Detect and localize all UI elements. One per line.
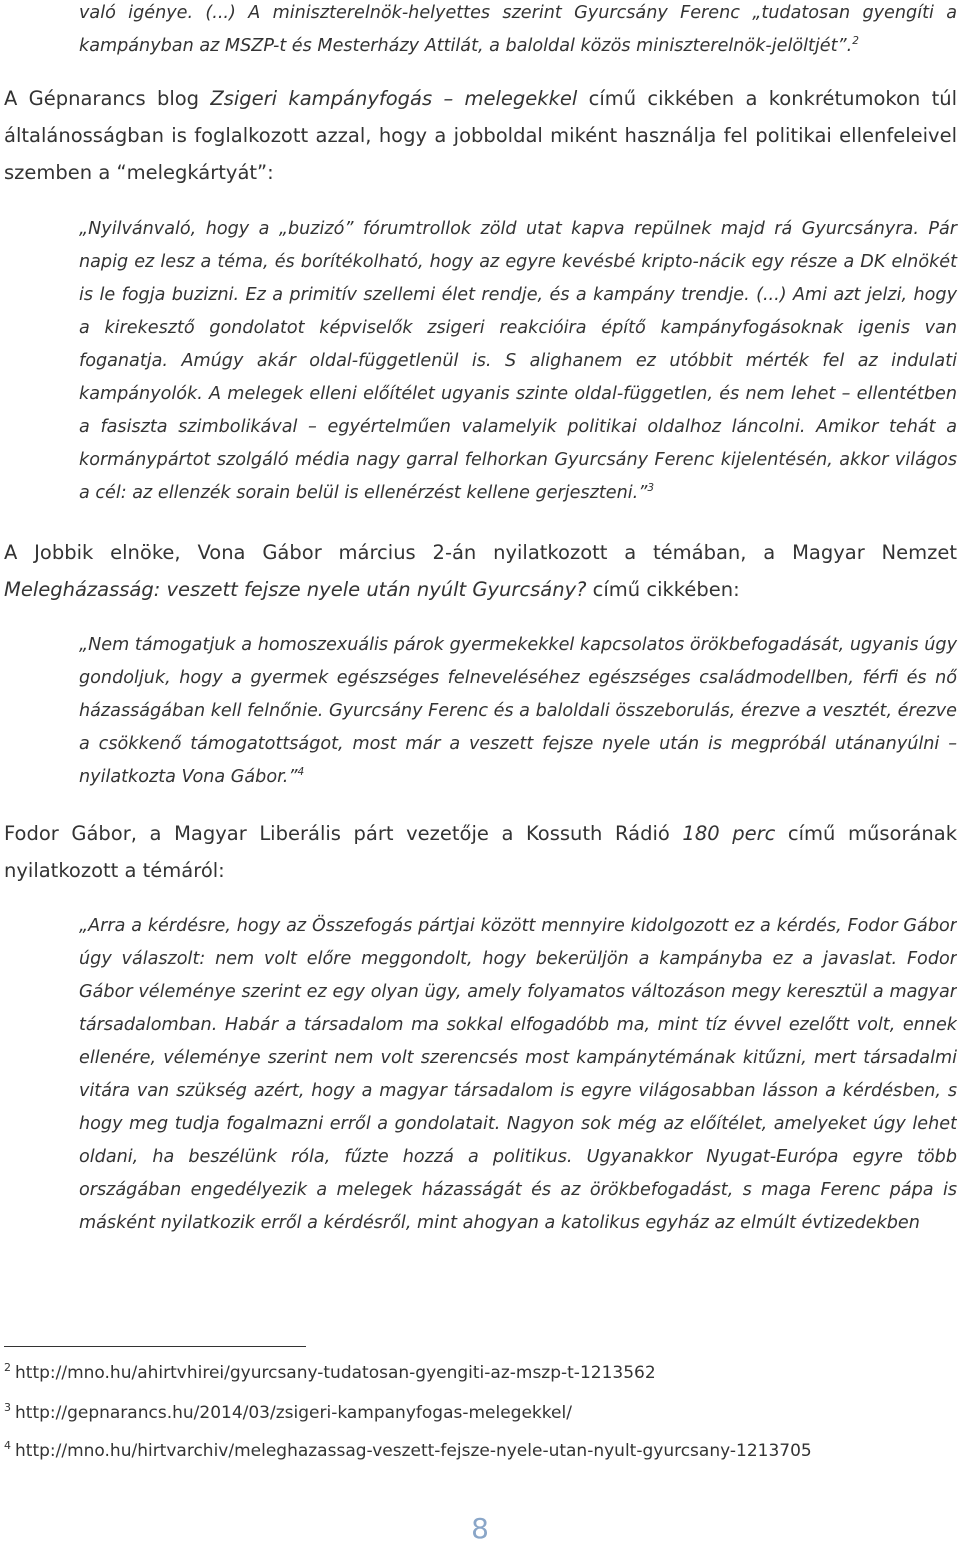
quote-vona-text: „Nem támogatjuk a homoszexuális párok gyermekekkel kapcsolatos örökbefogadását, ugyanis úgy gondoljuk, hogy a gyermek egészséges felneveléséhez egészséges családmodellben, férfi és nő házasságában kell felnőnie. Gyurcsány Ferenc és a baloldali összeborulás, érezve a vesztét, érezve a csökkenő támogatottságot, most már a veszett fejsze nyele után is megpróbál utánanyúlni – nyilatkozta Vona Gábor.” [79, 635, 957, 787]
footnote-2 [4, 1362, 656, 1384]
quote-fodor [79, 910, 957, 1248]
footnote-separator [4, 1346, 306, 1347]
footnote-number: 4 [4, 1439, 11, 1453]
paragraph-jobbik [4, 534, 957, 608]
program-title-180-perc: 180 perc [682, 822, 776, 845]
footnote-link[interactable]: http://gepnarancs.hu/2014/03/zsigeri-kampanyfogas-melegekkel/ [15, 1403, 572, 1423]
footnote-number: 2 [4, 1361, 11, 1375]
quote-fodor-text: „Arra a kérdésre, hogy az Összefogás pártjai között mennyire kidolgozott ez a kérdés, Fodor Gábor úgy válaszolt: nem volt előre meggondolt, hogy bekerüljön a kampányba ez a javaslat. Fodor Gábor véleménye szerint ez egy olyan ügy, amely folyamatos változáson megy keresztül a magyar társadalomban. Habár a társadalom ma sokkal elfogadóbb ma, mint tíz évvel ezelőtt volt, ennek ellenére, véleménye szerint nem volt szerencsés most kampánytémának kitűzni, mert társadalmi vitára van szükség azért, hogy a magyar társadalom is egyre világosabban lásson a kérdésben, s hogy meg tudja fogalmazni erről a gondolatait. Nagyon sok még az előítélet, amelyeket úgy lehet oldani, ha beszélünk róla, fűzte hozzá a politikus. Ugyanakkor Nyugat-Európa egyre több országában engedélyezik a melegek házasságát és az örökbefogadást, s maga Ferenc pápa is másként nyilatkozik erről a kérdésről, mint ahogyan a katolikus egyház az elmúlt évtizedekben [79, 916, 957, 1233]
paragraph-gepnarancs-post: című cikkében a konkrétumokon túl általánosságban is foglalkozott azzal, hogy a jobboldal miként használja fel politikai ellenfeleivel szemben a “melegkártyát”: [4, 87, 958, 184]
footnote-ref-4: 4 [297, 766, 305, 779]
paragraph-gepnarancs-pre: A Gépnarancs blog [4, 87, 211, 110]
footnote-number: 3 [4, 1401, 11, 1415]
footnote-4 [4, 1440, 812, 1462]
footnote-ref-3: 3 [647, 482, 655, 495]
footnote-ref-2: 2 [852, 35, 859, 48]
quote-continuation-text: való igénye. (...) A miniszterelnök-helyettes szerint Gyurcsány Ferenc „tudatosan gyengíti a kampányban az MSZP-t és Mesterházy Attilát, a baloldal közös miniszterelnök-jelöltjét”. [79, 3, 957, 56]
footnote-link[interactable]: http://mno.hu/hirtvarchiv/meleghazassag-veszett-fejsze-nyele-utan-nyult-gyurcsany-1213705 [15, 1441, 812, 1461]
quote-vona [79, 629, 957, 794]
article-title-magyar-nemzet: Melegházasság: veszett fejsze nyele után nyúlt Gyurcsány? [4, 578, 587, 601]
footnote-link[interactable]: http://mno.hu/ahirtvhirei/gyurcsany-tudatosan-gyengiti-az-mszp-t-1213562 [15, 1363, 656, 1383]
quote-gepnarancs [79, 213, 957, 510]
paragraph-fodor-post: című műsorának nyilatkozott a témáról: [4, 822, 958, 882]
quote-continuation [79, 0, 957, 63]
paragraph-jobbik-pre: A Jobbik elnöke, Vona Gábor március 2-án nyilatkozott a témában, a Magyar Nemzet [4, 541, 957, 564]
quote-gepnarancs-text: „Nyilvánvaló, hogy a „buzizó” fórumtrollok zöld utat kapva repülnek majd rá Gyurcsányra. Pár napig ez lesz a téma, és borítékolható, hogy az egyre kevésbé kripto-nácik egy része a DK elnökét is le fogja buzizni. Ez a primitív szellemi élet rendje, és a kampány trendje. (...) Ami azt jelzi, hogy a kirekesztő gondolatot képviselők zsigeri reakcióira építő kampányfogásoknak igenis van foganatja. Amúgy akár oldal-függetlenül is. S alighanem ez utóbbit mérték fel az indulati kampányolók. A melegek elleni előítélet ugyanis szinte oldal-független, és nem lehet – ellentétben a fasiszta szimbolikával – egyértelműen valamelyik politikai oldalhoz láncolni. Amikor tehát a kormánypártot szolgáló média nagy garral felhorkan Gyurcsány Ferenc kijelentésén, akkor világos a cél: az ellenzék sorain belül is ellenérzést kellene gerjeszteni.” [79, 219, 957, 503]
paragraph-jobbik-post: című cikkében: [586, 578, 740, 601]
article-title-gepnarancs: Zsigeri kampányfogás – melegekkel [210, 87, 578, 110]
page-number: 8 [471, 1512, 489, 1545]
paragraph-fodor [4, 815, 957, 889]
paragraph-fodor-pre: Fodor Gábor, a Magyar Liberális párt vezetője a Kossuth Rádió [4, 822, 683, 845]
paragraph-gepnarancs [4, 80, 957, 191]
footnote-3 [4, 1402, 572, 1424]
